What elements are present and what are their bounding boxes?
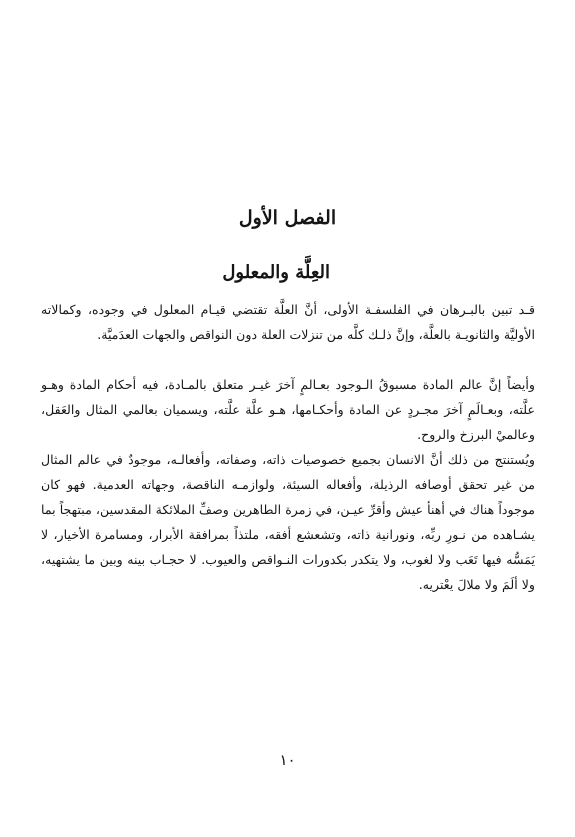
paragraph-1: قـد تبين بالبـرهان في الفلسفـة الأولى، أنَّ العلَّة تقتضي قيـام المعلول في وجوده، وكمالاته الأوليَّة والثانويـة بالعلَّة، وإنَّ ذلـك كلَّه من تنزلات العلة دون النواقص والجهات العدَميَّة. bbox=[41, 302, 535, 342]
page-number: ١٠ bbox=[279, 751, 296, 769]
section-title: العِلَّة والمعلول bbox=[222, 262, 330, 283]
chapter-heading: الفصل الأول bbox=[238, 207, 337, 229]
paragraph-2: وأيضاً إنَّ عالم المادة مسبوقُ الـوجود بعـالمٍ آخرَ غيـر متعلق بالمـادة، فيه أحكام المادة وهـو علَّته، وبعـالَمٍ آخرَ مجـردٍ عن المادة وأحكـامها، هـو علَّة علَّته، ويسميان بعالمي المثال والعَقل، وعالميْ البرزخ والروح. bbox=[41, 377, 535, 442]
paragraph-3: ويُستنتج من ذلك أنَّ الانسان بجميع خصوصيات ذاته، وصفاته، وأفعالـه، موجودٌ في عالم المثال من غير تحقق أوصافه الرذيلة، وأفعاله السيئة، ولوازمـه الناقصة، وجهاته العدمية. فهو كان موجوداً هناك في أهنأ عيش وأقرِّ عيـن، في زمرة الطاهرين وصفِّ الملائكة المقدسين، مبتهجاً بما يشـاهده من نـورِ ربِّه، ونورانية ذاته، وتشعشع أفقه، ملتذاً بمرافقة الأبرار، ومسامرة الأخيار، لا يَمَسُّه فيها تَعَب ولا لغوب، ولا يتكدر بكدورات النـواقص والعيوب. لا حجـاب بينه وبين ما يشتهيه، ولا ألَمَ ولا ملالَ يعْتريه. bbox=[41, 452, 535, 592]
